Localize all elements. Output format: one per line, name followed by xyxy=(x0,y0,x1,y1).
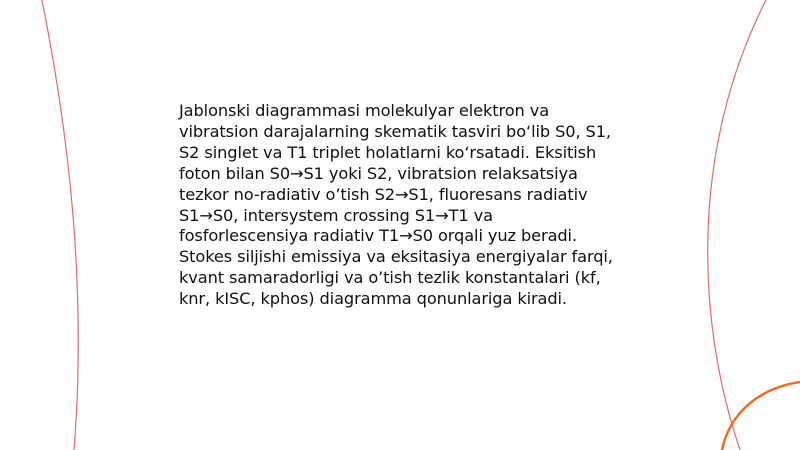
text-line: Stokes siljishi emissiya va eksitasiya energiyalar farqi, xyxy=(179,247,613,267)
right-arc-thick xyxy=(722,382,800,450)
text-line: S1→S0, intersystem crossing S1→T1 va xyxy=(179,205,493,225)
text-line: S2 singlet va T1 triplet holatlarni ko‘rsatadi. Eksitish xyxy=(179,142,597,162)
body-paragraph xyxy=(179,101,619,310)
text-line: Jablonski diagrammasi molekulyar elektron va xyxy=(179,101,550,120)
text-line: fosforlescensiya radiativ T1→S0 orqali yuz beradi. xyxy=(179,226,578,246)
text-line: knr, kISC, kphos) diagramma qonunlariga kiradi. xyxy=(179,289,567,309)
text-line: kvant samaradorligi va o’tish tezlik konstantalari (kf, xyxy=(179,268,601,288)
text-line: foton bilan S0→S1 yoki S2, vibratsion relaksatsiya xyxy=(179,163,578,183)
left-arc xyxy=(42,0,78,450)
right-arc-thin xyxy=(708,0,766,450)
text-line: vibratsion darajalarning skematik tasviri bo‘lib S0, S1, xyxy=(179,121,611,141)
text-line: tezkor no-radiativ o’tish S2→S1, fluoresans radiativ xyxy=(179,184,588,204)
